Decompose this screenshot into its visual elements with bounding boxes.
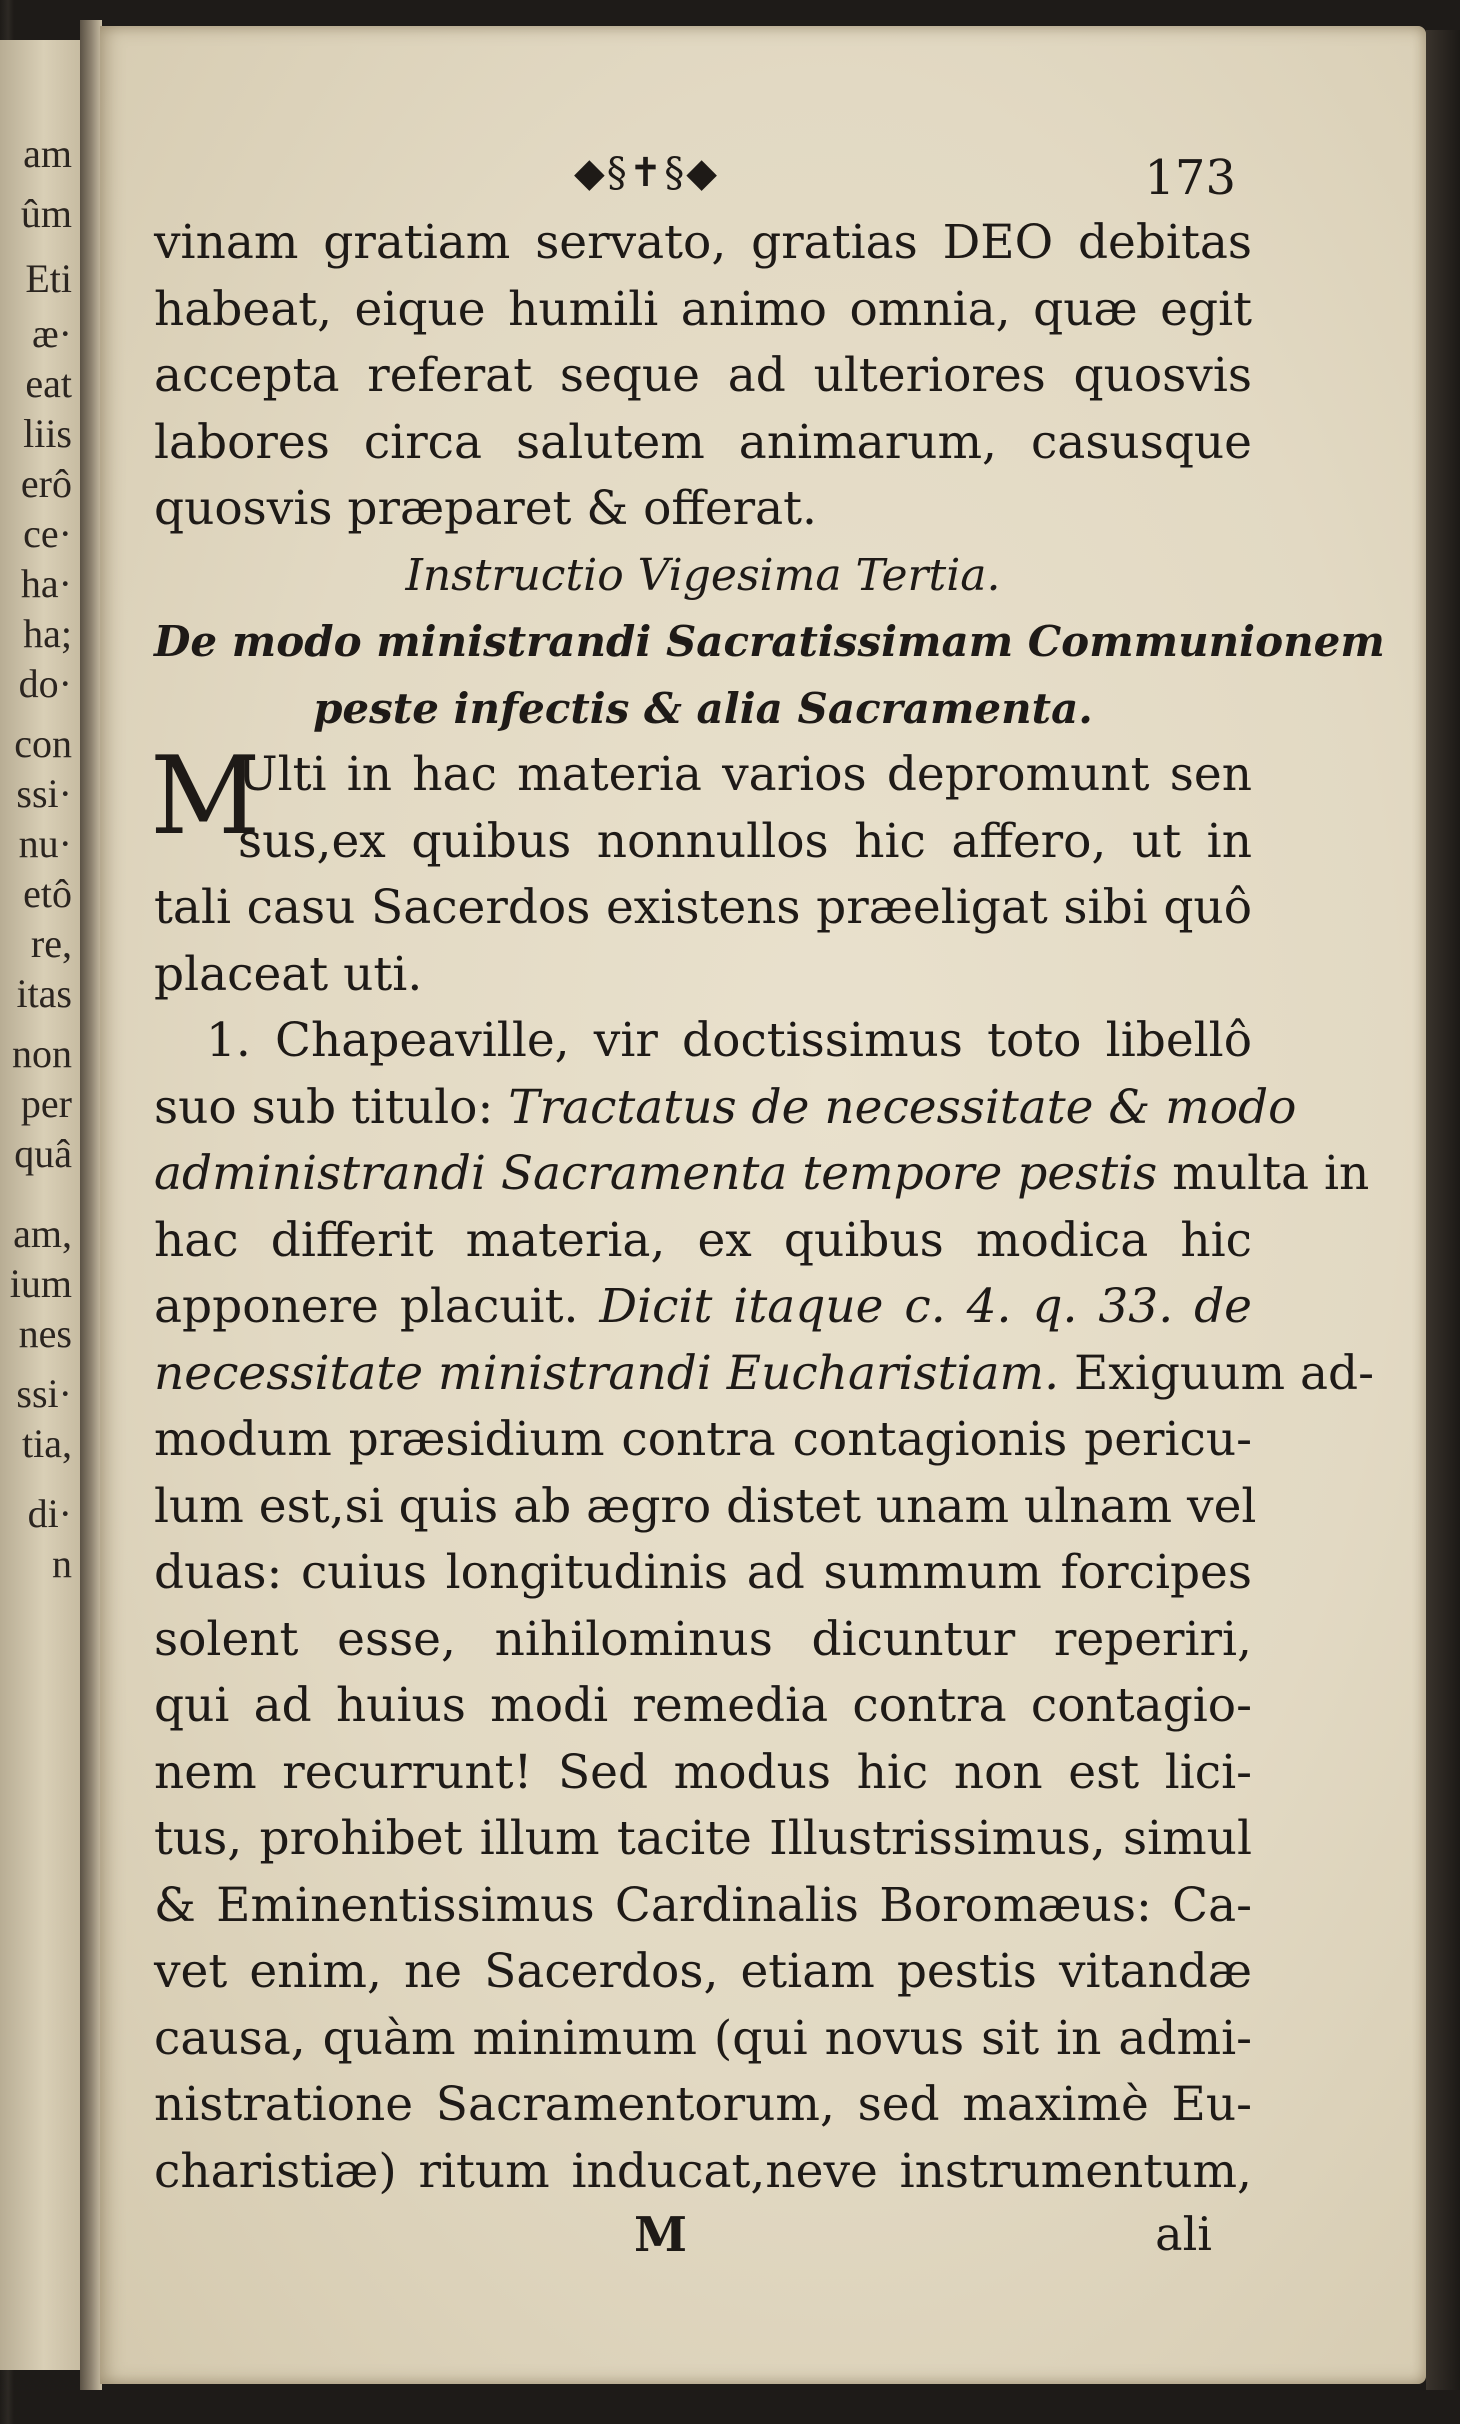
text-run: Exiguum ad- — [1073, 1345, 1374, 1401]
previous-page-fragment: non — [12, 1031, 72, 1076]
previous-page-fragment: ium — [9, 1261, 72, 1306]
text-line: vet enim, ne Sacerdos, etiam pestis vitandæ — [154, 1944, 1252, 1999]
header-ornament: ◆§✝§◆ — [574, 150, 720, 196]
text-line: lum est,si quis ab ægro distet unam ulnam vel — [154, 1478, 1257, 1534]
section-heading-line: De modo ministrandi Sacratissimam Communionem — [154, 617, 1385, 666]
text-line: & Eminentissimus Cardinalis Boromæus: Ca- — [154, 1877, 1252, 1933]
text-line: hac differit materia, ex quibus modica hic — [154, 1212, 1252, 1268]
text-line: nistratione Sacramentorum, sed maximè Eu- — [154, 2077, 1252, 2132]
previous-page-fragment: Eti — [25, 256, 72, 301]
previous-page-fragment: con — [14, 721, 72, 766]
previous-page-fragment: ssi· — [16, 1371, 72, 1416]
text-line: tali casu Sacerdos existens præeligat sibi quô — [154, 880, 1252, 935]
text-line: charistiæ) ritum inducat,neve instrumentum, — [154, 2143, 1252, 2199]
previous-page-fragment: tia, — [22, 1421, 72, 1466]
previous-page-fragment: ha; — [23, 611, 72, 656]
text-line: accepta referat seque ad ulteriores quosvis — [154, 348, 1252, 403]
previous-page-fragment: erô — [20, 461, 72, 506]
previous-page-fragment: per — [20, 1081, 72, 1126]
signature-mark: M — [634, 2207, 688, 2263]
text-line: modum præsidium contra contagionis pericu- — [154, 1412, 1252, 1467]
text-line: placeat uti. — [154, 946, 423, 1002]
text-line: nem recurrunt! Sed modus hic non est lici- — [154, 1744, 1252, 1800]
page-edge-shadow — [1426, 30, 1460, 2390]
previous-page-fragment: ssi· — [16, 771, 72, 816]
previous-page-fragment: ûm — [20, 191, 72, 236]
previous-page-fragment: etô — [23, 871, 72, 916]
previous-page-fragment: di· — [27, 1491, 72, 1536]
paragraph-3-continuation — [154, 1407, 1257, 2205]
text-line: Ulti in hac materia varios depromunt sen — [238, 747, 1252, 802]
text-run: suo sub titulo: — [154, 1079, 494, 1135]
paragraph-3 — [154, 1008, 1374, 2205]
citation-italic: necessitate ministrandi Eucharistiam. — [154, 1345, 1060, 1401]
running-header — [154, 150, 1252, 210]
previous-page-fragment: ce· — [23, 511, 72, 556]
text-line: labores circa salutem animarum, casusque — [154, 414, 1252, 470]
paragraph-1 — [154, 210, 1252, 543]
previous-page-fragment: re, — [30, 921, 72, 966]
section-heading-line: peste infectis & alia Sacramenta. — [313, 683, 1093, 733]
text-run: apponere placuit. — [154, 1279, 579, 1334]
book-gutter — [80, 20, 102, 2390]
previous-page-fragment: ha· — [20, 561, 72, 606]
book-title-italic: administrandi Sacramenta tempore pestis — [154, 1146, 1158, 1201]
text-line — [154, 1274, 1252, 1341]
citation-italic: Dicit itaque c. 4. q. 33. de — [599, 1279, 1252, 1334]
text-run: multa in — [1172, 1146, 1370, 1201]
paragraph-2 — [150, 734, 1252, 1008]
page-text — [150, 150, 1385, 2277]
text-line: duas: cuius longitudinis ad summum forcipes — [154, 1545, 1252, 1600]
previous-page-edge — [0, 40, 82, 2370]
text-line: tus, prohibet illum tacite Illustrissimus, simul — [154, 1811, 1252, 1866]
text-line: solent esse, nihilominus dicuntur reperiri, — [154, 1611, 1252, 1667]
text-line: quosvis præparet & offerat. — [154, 481, 817, 536]
instruction-title: Instructio Vigesima Tertia. — [405, 549, 1001, 601]
previous-page-fragment: am, — [13, 1211, 72, 1256]
previous-page-fragment: nu· — [18, 821, 72, 866]
text-line: qui ad huius modi remedia contra contagio- — [154, 1678, 1252, 1733]
text-line — [154, 1341, 1374, 1408]
previous-page-fragment: am — [23, 131, 72, 176]
previous-page-fragment: æ· — [32, 311, 72, 356]
previous-page-fragment: liis — [23, 411, 72, 456]
previous-page-fragment: itas — [16, 971, 72, 1016]
drop-cap: M — [150, 734, 261, 859]
previous-page-fragment: eat — [25, 361, 72, 406]
text-line — [154, 1141, 1370, 1208]
page-footer — [154, 2207, 1252, 2277]
catchword: ali — [1155, 2207, 1212, 2261]
text-line: causa, quàm minimum (qui novus sit in admi- — [154, 2010, 1252, 2066]
book-title-italic: Tractatus de necessitate & modo — [508, 1079, 1297, 1135]
previous-page-fragment: n — [52, 1541, 72, 1586]
text-line: habeat, eique humili animo omnia, quæ egit — [154, 281, 1252, 337]
page-number: 173 — [1144, 150, 1236, 206]
text-line: sus,ex quibus nonnullos hic affero, ut in — [238, 813, 1252, 869]
text-line: vinam gratiam servato, gratias DEO debitas — [154, 215, 1252, 270]
previous-page-fragment: quâ — [14, 1131, 72, 1176]
previous-page-fragment: do· — [18, 661, 72, 706]
previous-page-fragment: nes — [18, 1311, 72, 1356]
text-line — [154, 1075, 1297, 1142]
text-line: 1. Chapeaville, vir doctissimus toto libellô — [206, 1013, 1252, 1068]
